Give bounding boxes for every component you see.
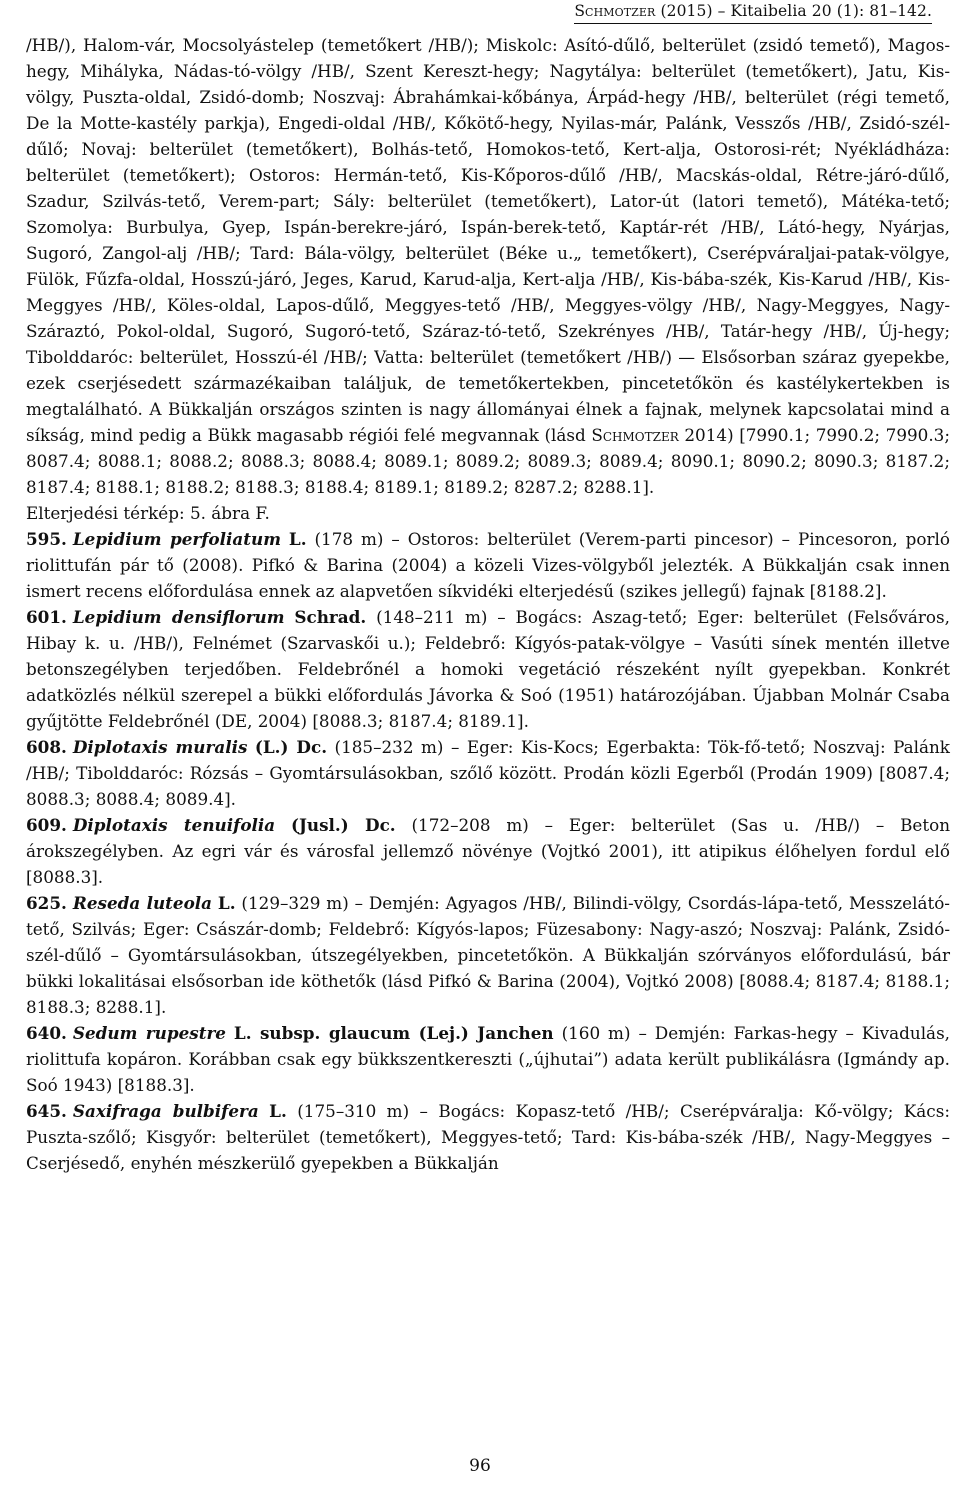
entry-text: (175–310 m) – Bogács: Kopasz-tető /HB/; Cserépváralja: Kő-völgy; Kács: Puszta-szőlő; Kisgyőr: belterület (temetőkert), Meggyes-tető; Tard: Kis-bába-szék /HB/, Nagy-Meggyes – Cserjésedő, enyhén mészkerülő gyepekben a Bükkalján bbox=[26, 1101, 950, 1173]
body-text bbox=[26, 32, 950, 1176]
map-reference: Elterjedési térkép: 5. ábra F. bbox=[26, 503, 270, 523]
entry-number: 608. bbox=[26, 737, 67, 757]
species-name: Saxifraga bulbifera bbox=[72, 1101, 259, 1121]
species-entry bbox=[26, 1020, 950, 1098]
species-name: Diplotaxis muralis bbox=[72, 737, 248, 757]
species-entry bbox=[26, 890, 950, 1020]
continuation-text: /HB/), Halom-vár, Mocsolyástelep (temetőkert /HB/); Miskolc: Asító-dűlő, belterület (zsidó temető), Magos-hegy, Mihályka, Nádas-tó-völgy /HB/, Szent Kereszt-hegy; Nagytálya: belterület (temetőkert), Jatu, Kis-völgy, Puszta-oldal, Zsidó-domb; Noszvaj: Ábrahámkai-kőbánya, Árpád-hegy /HB/, belterület (régi temető, De la Motte-kastély parkja), Engedi-oldal /HB/, Kőkötő-hegy, Nyilas-már, Palánk, Vesszős /HB/, Zsidó-szél-dűlő; Novaj: belterület (temetőkert), Bolhás-tető, Homokos-tető, Kert-alja, Ostorosi-rét; Nyékládháza: belterület (temetőkert); Ostoros: Hermán-tető, Kis-Kőporos-dűlő /HB/, Macskás-oldal, Rétre-járó-dűlő, Szadur, Szilvás-tető, Verem-part; Sály: belterület (temetőkert), Lator-út (latori temető), Mátéka-tető; Szomolya: Burbulya, Gyep, Ispán-berekre-járó, Ispán-berek-tető, Kaptár-rét /HB/, Látó-hegy, Nyárjas, Sugoró, Zangol-alj /HB/; Tard: Bála-völgy, belterület (Béke u.„ temetőkert), Cserépváraljai-patak-völgye, Fülök, Fűzfa-oldal, Hosszú-járó, Jeges, Karud, Karud-alja, Kert-alja /HB/, Kis-bába-szék, Kis-Karud /HB/, Kis-Meggyes /HB/, Köles-oldal, Lapos-dűlő, Meggyes-tető /HB/, Meggyes-völgy /HB/, Nagy-Meggyes, Nagy-Száraztó, Pokol-oldal, Sugoró, Sugoró-tető, Száraz-tó-tető, Szekrényes /HB/, Tatár-hegy /HB/, Új-hegy; Tibolddaróc: belterület, Hosszú-él /HB/; Vatta: belterület (temetőkert /HB/) — Elsősorban száraz gyepekbe, ezek cserjésedett származékaiban találjuk, de temetőkertekben, pincetetőkön és kastélykertekben is megtalálható. A Bükkalján országos szinten is nagy állományai élnek a fajnak, melynek kapcsolatai mind a síkság, mind pedig a Bükk magasabb régiói felé megvannak (lásd bbox=[26, 35, 950, 445]
entry-text: (185–232 m) – Eger: Kis-Kocs; Egerbakta: Tök-fő-tető; Noszvaj: Palánk /HB/; Tibolddaróc: Rózsás – Gyomtársulásokban, szőlő között. Prodán közli Egerből (Prodán 1909) [8087.4; 8088.3; 8088.4; 8089.4]. bbox=[26, 737, 950, 809]
header-rule bbox=[574, 23, 932, 24]
header-author: Schmotzer bbox=[574, 2, 656, 20]
species-entry bbox=[26, 1098, 950, 1176]
species-authority: L. bbox=[217, 893, 236, 913]
header-citation: (2015) – Kitaibelia 20 (1): 81–142. bbox=[660, 2, 932, 20]
species-authority: L. bbox=[269, 1101, 287, 1121]
page-number: 96 bbox=[469, 1456, 491, 1476]
entry-text: (160 m) – Demjén: Farkas-hegy – Kivadulás, riolittufa kopáron. Korábban csak egy bükkszentkereszti („újhutai”) adata került publikálásra (Igmándy ap. Soó 1943) [8188.3]. bbox=[26, 1023, 951, 1095]
species-authority: (L.) Dc. bbox=[254, 737, 328, 757]
entry-text: (172–208 m) – Eger: belterület (Sas u. /HB/) – Beton árokszegélyben. Az egri vár és városfal jellemző növénye (Vojtkó 2001), itt atipikus élőhelyen fordul elő [8088.3]. bbox=[26, 815, 951, 887]
running-header bbox=[574, 2, 932, 24]
cite-author: Schmotzer bbox=[591, 425, 679, 445]
species-entry bbox=[26, 812, 950, 890]
entry-number: 601. bbox=[26, 607, 67, 627]
entry-number: 645. bbox=[26, 1101, 67, 1121]
cite-rest: 2014) [7990.1; 7990.2; 7990.3; 8087.4; 8088.1; 8088.2; 8088.3; 8088.4; 8089.1; 8089.2; 8089.3; 8089.4; 8090.1; 8090.2; 8090.3; 8187.2; 8187.4; 8188.1; 8188.2; 8188.3; 8188.4; 8189.1; 8189.2; 8287.2; 8288.1]. bbox=[26, 425, 951, 497]
species-name: Sedum rupestre bbox=[72, 1023, 226, 1043]
species-name: Reseda luteola bbox=[72, 893, 213, 913]
species-name: Lepidium perfoliatum bbox=[72, 529, 281, 549]
entry-text: (178 m) – Ostoros: belterület (Verem-parti pincesor) – Pincesoron, porló riolittufán pár tő (2008). Pifkó & Barina (2004) a közeli Vizes-völgyből jelezték. A Bükkalján csak innen ismert recens előfordulása ennek az alapvetően síkvidéki elterjedésű (szikes jellegű) fajnak [8188.2]. bbox=[26, 529, 950, 601]
species-entry bbox=[26, 526, 950, 604]
species-authority: L. bbox=[288, 529, 307, 549]
entry-number: 595. bbox=[26, 529, 67, 549]
species-name: Lepidium densiflorum bbox=[72, 607, 285, 627]
entry-number: 625. bbox=[26, 893, 67, 913]
continuation-paragraph bbox=[26, 32, 950, 500]
species-name: Diplotaxis tenuifolia bbox=[72, 815, 276, 835]
entry-number: 640. bbox=[26, 1023, 67, 1043]
species-authority: L. subsp. glaucum (Lej.) Janchen bbox=[233, 1023, 554, 1043]
species-entry bbox=[26, 734, 950, 812]
species-authority: Schrad. bbox=[294, 607, 367, 627]
entry-text: (148–211 m) – Bogács: Aszag-tető; Eger: belterület (Felsőváros, Hibay k. u. /HB/), Felnémet (Szarvaskői u.); Feldebrő: Kígyós-patak-völgye – Vasúti sínek mentén illetve betonszegélyben terjedőben. Feldebrőnél a homoki vegetáció részeként nyílt gyepekban. Konkrét adatközlés nélkül szerepel a bükki előfordulás Jávorka & Soó (1951) határozójában. Újabban Molnár Csaba gyűjtötte Feldebrőnél (DE, 2004) [8088.3; 8187.4; 8189.1]. bbox=[26, 607, 950, 731]
species-authority: (Jusl.) Dc. bbox=[291, 815, 396, 835]
entry-number: 609. bbox=[26, 815, 67, 835]
species-entry bbox=[26, 604, 950, 734]
entry-text: (129–329 m) – Demjén: Agyagos /HB/, Bilindi-völgy, Csordás-lápa-tető, Messzelátó-tető, Szilvás; Eger: Császár-domb; Feldebrő: Kígyós-lapos; Füzesabony: Nagy-aszó; Noszvaj: Palánk, Zsidó-szél-dűlő – Gyomtársulásokban, útszegélyekben, pincetetőkön. A Bükkalján szórványos előfordulású, bár bükki lokalitásai elsősorban ide köthetők (lásd Pifkó & Barina (2004), Vojtkó 2008) [8088.4; 8187.4; 8188.1; 8188.3; 8288.1]. bbox=[26, 893, 950, 1017]
